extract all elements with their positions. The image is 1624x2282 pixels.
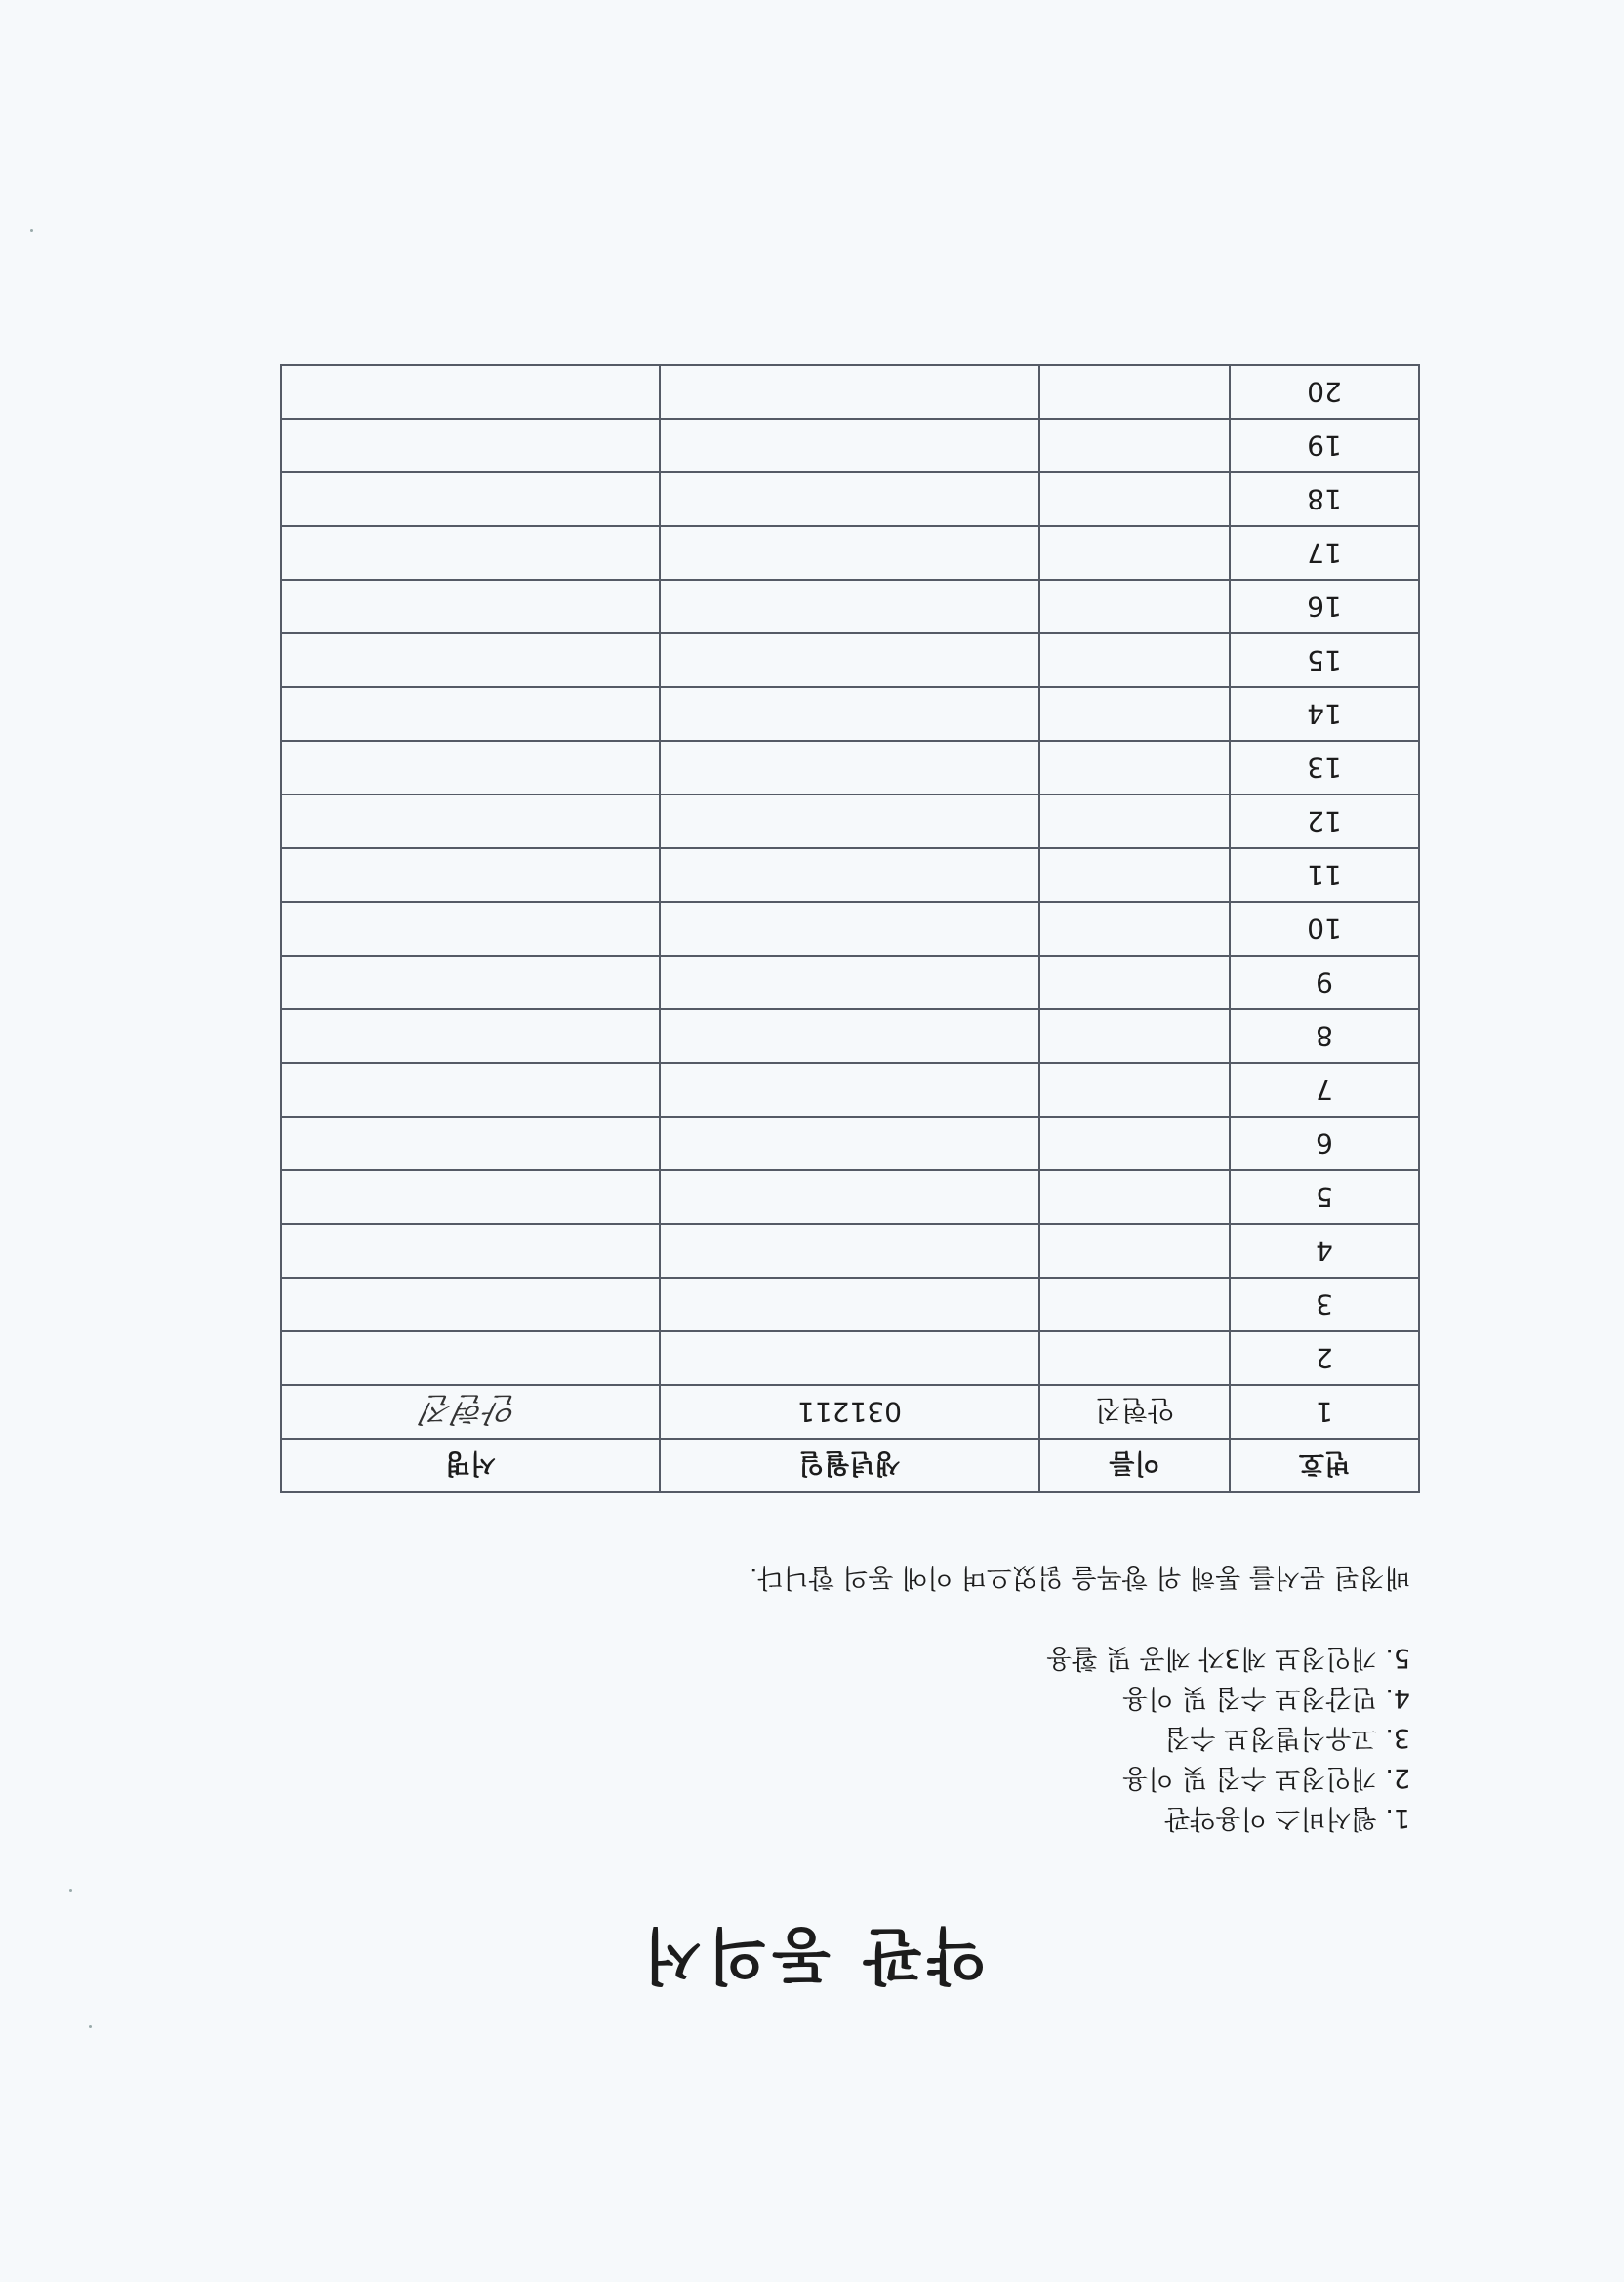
row-number-cell: 16 [1230, 580, 1419, 633]
row-number-cell: 11 [1230, 848, 1419, 902]
row-number-cell: 8 [1230, 1009, 1419, 1063]
row-birthdate-cell [660, 902, 1039, 956]
row-signature-cell [281, 526, 660, 580]
row-name-cell [1039, 580, 1230, 633]
row-number-cell: 9 [1230, 956, 1419, 1009]
row-name-cell [1039, 1224, 1230, 1278]
table-header-row [281, 1439, 1419, 1492]
terms-item: 4. 민감정보 수집 및 이용 [1122, 1683, 1410, 1713]
row-birthdate-cell [660, 848, 1039, 902]
row-signature-cell [281, 1009, 660, 1063]
row-name-cell: 안현진 [1039, 1385, 1230, 1439]
table-row [281, 741, 1419, 795]
row-signature-cell [281, 902, 660, 956]
table-row [281, 795, 1419, 848]
row-birthdate-cell [660, 1278, 1039, 1331]
header-signature: 서명 [281, 1439, 660, 1492]
row-name-cell [1039, 1278, 1230, 1331]
table-row [281, 1278, 1419, 1331]
row-number-cell: 4 [1230, 1224, 1419, 1278]
table-row [281, 1117, 1419, 1170]
row-birthdate-cell [660, 419, 1039, 472]
row-number-cell: 12 [1230, 795, 1419, 848]
row-signature-cell [281, 848, 660, 902]
row-name-cell [1039, 365, 1230, 419]
table-row [281, 1063, 1419, 1117]
table-row [281, 956, 1419, 1009]
row-name-cell [1039, 687, 1230, 741]
row-signature-cell [281, 687, 660, 741]
scan-speck [69, 1889, 72, 1892]
row-number-cell: 5 [1230, 1170, 1419, 1224]
row-signature-cell [281, 580, 660, 633]
row-birthdate-cell: 031211 [660, 1385, 1039, 1439]
terms-item: 5. 개인정보 제3자 제공 및 활용 [1046, 1643, 1410, 1673]
table-row [281, 472, 1419, 526]
row-signature-cell [281, 1278, 660, 1331]
table-row [281, 1331, 1419, 1385]
row-birthdate-cell [660, 687, 1039, 741]
row-birthdate-cell [660, 956, 1039, 1009]
signature-table [280, 364, 1420, 1493]
row-name-cell [1039, 1063, 1230, 1117]
handwritten-signature: 안현진 [419, 1389, 524, 1428]
table-row [281, 1224, 1419, 1278]
row-birthdate-cell [660, 1063, 1039, 1117]
row-number-cell: 14 [1230, 687, 1419, 741]
row-name-cell [1039, 1117, 1230, 1170]
consent-statement: 배정된 문서를 통해 위 항목을 읽었으며 이에 동의 합니다. [749, 1562, 1410, 1592]
terms-item: 1. 웹서비스 이용약관 [1164, 1803, 1410, 1833]
table-row [281, 1385, 1419, 1439]
row-signature-cell [281, 1170, 660, 1224]
row-signature-cell [281, 472, 660, 526]
table-row [281, 365, 1419, 419]
row-name-cell [1039, 472, 1230, 526]
row-birthdate-cell [660, 365, 1039, 419]
row-name-cell [1039, 419, 1230, 472]
row-name-cell [1039, 902, 1230, 956]
header-birthdate: 생년월일 [660, 1439, 1039, 1492]
row-number-cell: 17 [1230, 526, 1419, 580]
header-number: 번호 [1230, 1439, 1419, 1492]
row-birthdate-cell [660, 741, 1039, 795]
row-birthdate-cell [660, 472, 1039, 526]
row-name-cell [1039, 795, 1230, 848]
table-row [281, 848, 1419, 902]
row-number-cell: 10 [1230, 902, 1419, 956]
row-number-cell: 1 [1230, 1385, 1419, 1439]
table-row [281, 419, 1419, 472]
row-signature-cell [281, 633, 660, 687]
row-signature-cell [281, 1224, 660, 1278]
table-row [281, 526, 1419, 580]
row-signature-cell [281, 1385, 660, 1439]
row-number-cell: 7 [1230, 1063, 1419, 1117]
header-name: 이름 [1039, 1439, 1230, 1492]
terms-item: 3. 고유식별정보 수집 [1164, 1723, 1410, 1753]
row-name-cell [1039, 1170, 1230, 1224]
row-number-cell: 2 [1230, 1331, 1419, 1385]
row-name-cell [1039, 526, 1230, 580]
row-birthdate-cell [660, 1117, 1039, 1170]
row-signature-cell [281, 419, 660, 472]
terms-list [1046, 1638, 1410, 1838]
row-name-cell [1039, 741, 1230, 795]
row-birthdate-cell [660, 795, 1039, 848]
scan-speck [89, 2025, 92, 2028]
row-signature-cell [281, 1117, 660, 1170]
row-signature-cell [281, 795, 660, 848]
table-body [281, 365, 1419, 1439]
row-birthdate-cell [660, 1224, 1039, 1278]
table-row [281, 687, 1419, 741]
row-birthdate-cell [660, 633, 1039, 687]
row-birthdate-cell [660, 580, 1039, 633]
row-signature-cell [281, 1063, 660, 1117]
row-name-cell [1039, 1331, 1230, 1385]
table-row [281, 580, 1419, 633]
row-name-cell [1039, 848, 1230, 902]
page-title: 약관 동의서 [637, 1920, 987, 1991]
row-name-cell [1039, 1009, 1230, 1063]
table-row [281, 902, 1419, 956]
row-signature-cell [281, 956, 660, 1009]
row-number-cell: 13 [1230, 741, 1419, 795]
row-number-cell: 18 [1230, 472, 1419, 526]
row-signature-cell [281, 1331, 660, 1385]
row-number-cell: 20 [1230, 365, 1419, 419]
row-name-cell [1039, 633, 1230, 687]
row-number-cell: 19 [1230, 419, 1419, 472]
row-signature-cell [281, 741, 660, 795]
row-number-cell: 3 [1230, 1278, 1419, 1331]
row-birthdate-cell [660, 1331, 1039, 1385]
row-number-cell: 15 [1230, 633, 1419, 687]
table-row [281, 1170, 1419, 1224]
table-row [281, 633, 1419, 687]
row-birthdate-cell [660, 1170, 1039, 1224]
row-name-cell [1039, 956, 1230, 1009]
row-signature-cell [281, 365, 660, 419]
scan-speck [30, 229, 33, 232]
terms-item: 2. 개인정보 수집 및 이용 [1122, 1763, 1410, 1793]
table-row [281, 1009, 1419, 1063]
row-number-cell: 6 [1230, 1117, 1419, 1170]
row-birthdate-cell [660, 526, 1039, 580]
row-birthdate-cell [660, 1009, 1039, 1063]
